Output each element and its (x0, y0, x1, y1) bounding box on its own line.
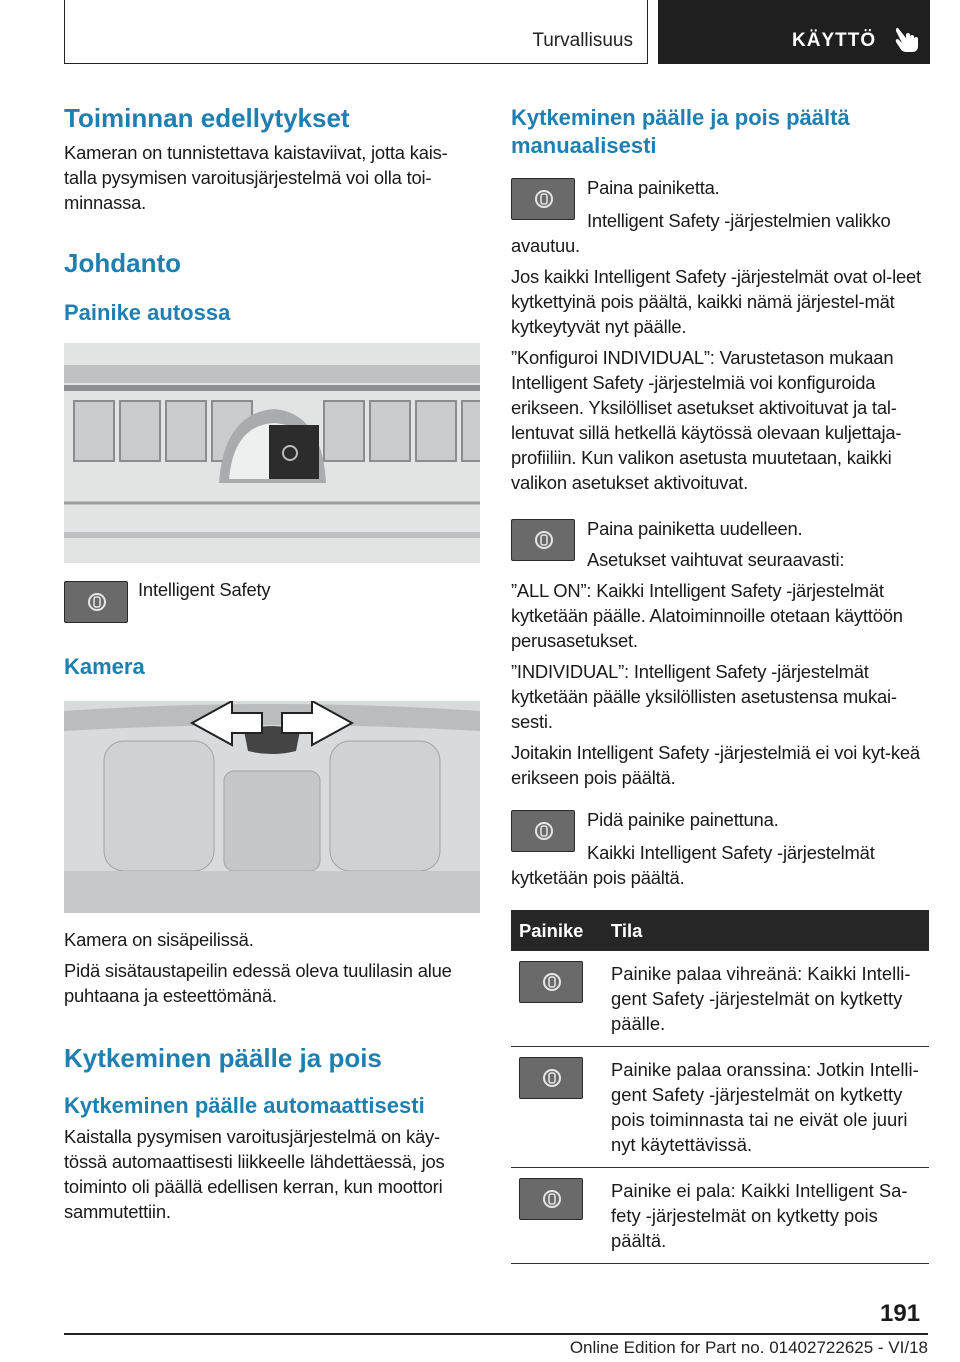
text-auto-on: Kaistalla pysymisen varoitusjärjestelmä on käy-tössä automaattisesti liikkeelle lähdettäessä, jos toiminto oli päällä edellisen kerran, kun moottori sammutettiin. (64, 1126, 445, 1222)
button-orange-icon (519, 1057, 583, 1099)
button-caption-row (64, 581, 480, 623)
table-row (511, 1168, 929, 1264)
right-column (511, 100, 929, 1264)
camera-photo (64, 701, 480, 913)
step-3-action: Pidä painike painettuna. (587, 809, 779, 830)
text-all-off-info: Jos kaikki Intelligent Safety -järjestelmät ovat ol-leet kytkettyinä pois päältä, kaikki nämä järjestel-mät kytkeytyvät nyt päälle. (511, 266, 921, 337)
header-section-title: Turvallisuus (532, 30, 633, 51)
table-cell-state: Painike palaa oranssina: Jotkin Intelli-gent Safety -järjestelmät on kytketty pois toiminnasta tai ne eivät ole juuri nyt käytettävissä. (603, 1047, 929, 1168)
header-chapter-title: KÄYTTÖ (792, 30, 877, 51)
text-all-on: ”ALL ON”: Kaikki Intelligent Safety -järjestelmät kytketään päälle. Alatoiminnoille otetaan käyttöön perusasetukset. (511, 580, 903, 651)
intelligent-safety-button-icon (511, 519, 575, 561)
step-2-action: Paina painiketta uudelleen. (587, 518, 803, 539)
heading-intro: Johdanto (64, 248, 181, 278)
header-section-box (64, 0, 648, 64)
text-conditions: Kameran on tunnistettava kaistaviivat, jotta kais-talla pysymisen varoitusjärjestelmä voi olla toi-minnassa. (64, 142, 448, 213)
table-row (511, 951, 929, 1047)
status-table (511, 910, 929, 1264)
table-header-row (511, 910, 929, 951)
footer-edition: Online Edition for Part no. 01402722625 - VI/18 (569, 1338, 928, 1357)
table-header-button: Painike (511, 910, 603, 951)
step-1-result: Intelligent Safety -järjestelmien valikko avautuu. (511, 210, 891, 256)
intelligent-safety-button-icon (64, 581, 128, 623)
table-row (511, 1047, 929, 1168)
intelligent-safety-button-icon (511, 810, 575, 852)
table-header-state: Tila (603, 910, 929, 951)
step-2 (511, 519, 929, 572)
heading-manual: Kytkeminen päälle ja pois päältä manuaalisesti (511, 105, 850, 158)
left-column (64, 100, 480, 1224)
table-cell-state: Painike palaa vihreänä: Kaikki Intelli-gent Safety -järjestelmät on kytketty päälle. (603, 951, 929, 1047)
button-off-icon (519, 1178, 583, 1220)
camera-illustration (64, 701, 480, 913)
heading-button-in-car: Painike autossa (64, 300, 231, 325)
table-cell-state: Painike ei pala: Kaikki Intelligent Sa-fety -järjestelmät on kytketty pois päältä. (603, 1168, 929, 1264)
heading-auto-on: Kytkeminen päälle automaattisesti (64, 1093, 425, 1118)
text-camera-clean: Pidä sisätaustapeilin edessä oleva tuulilasin alue puhtaana ja esteettömänä. (64, 960, 452, 1006)
button-green-icon (519, 961, 583, 1003)
text-camera-location: Kamera on sisäpeilissä. (64, 929, 254, 950)
button-caption: Intelligent Safety (138, 579, 271, 600)
header-chapter-box (658, 0, 930, 64)
text-configure-individual: ”Konfiguroi INDIVIDUAL”: Varustetason mukaan Intelligent Safety -järjestelmiä voi konfiguroida erikseen. Yksilölliset asetukset aktivoituvat ja tal-lentuvat sillä hetkellä käytössä olevaan kuljettaja-profiiliin. Kun valikon asetusta muutetaan, kaikki valikon asetukset aktivoituvat. (511, 347, 902, 493)
button-photo (64, 343, 480, 563)
text-some-cannot: Joitakin Intelligent Safety -järjestelmiä ei voi kyt-keä erikseen pois päältä. (511, 742, 920, 788)
heading-on-off: Kytkeminen päälle ja pois (64, 1043, 382, 1073)
heading-camera: Kamera (64, 654, 145, 679)
pointing-hand-icon (894, 26, 920, 54)
text-individual: ”INDIVIDUAL”: Intelligent Safety -järjestelmät kytketään päälle yksilöllisten asetustensa mukai-sesti. (511, 661, 897, 732)
grille-illustration (64, 343, 480, 563)
intelligent-safety-button-icon (511, 178, 575, 220)
step-3-result: Kaikki Intelligent Safety -järjestelmät kytketään pois päältä. (511, 842, 875, 888)
step-2-result: Asetukset vaihtuvat seuraavasti: (587, 549, 845, 570)
heading-conditions: Toiminnan edellytykset (64, 103, 350, 133)
footer-divider (64, 1333, 928, 1335)
page-number: 191 (880, 1300, 921, 1327)
step-1-action: Paina painiketta. (587, 177, 720, 198)
